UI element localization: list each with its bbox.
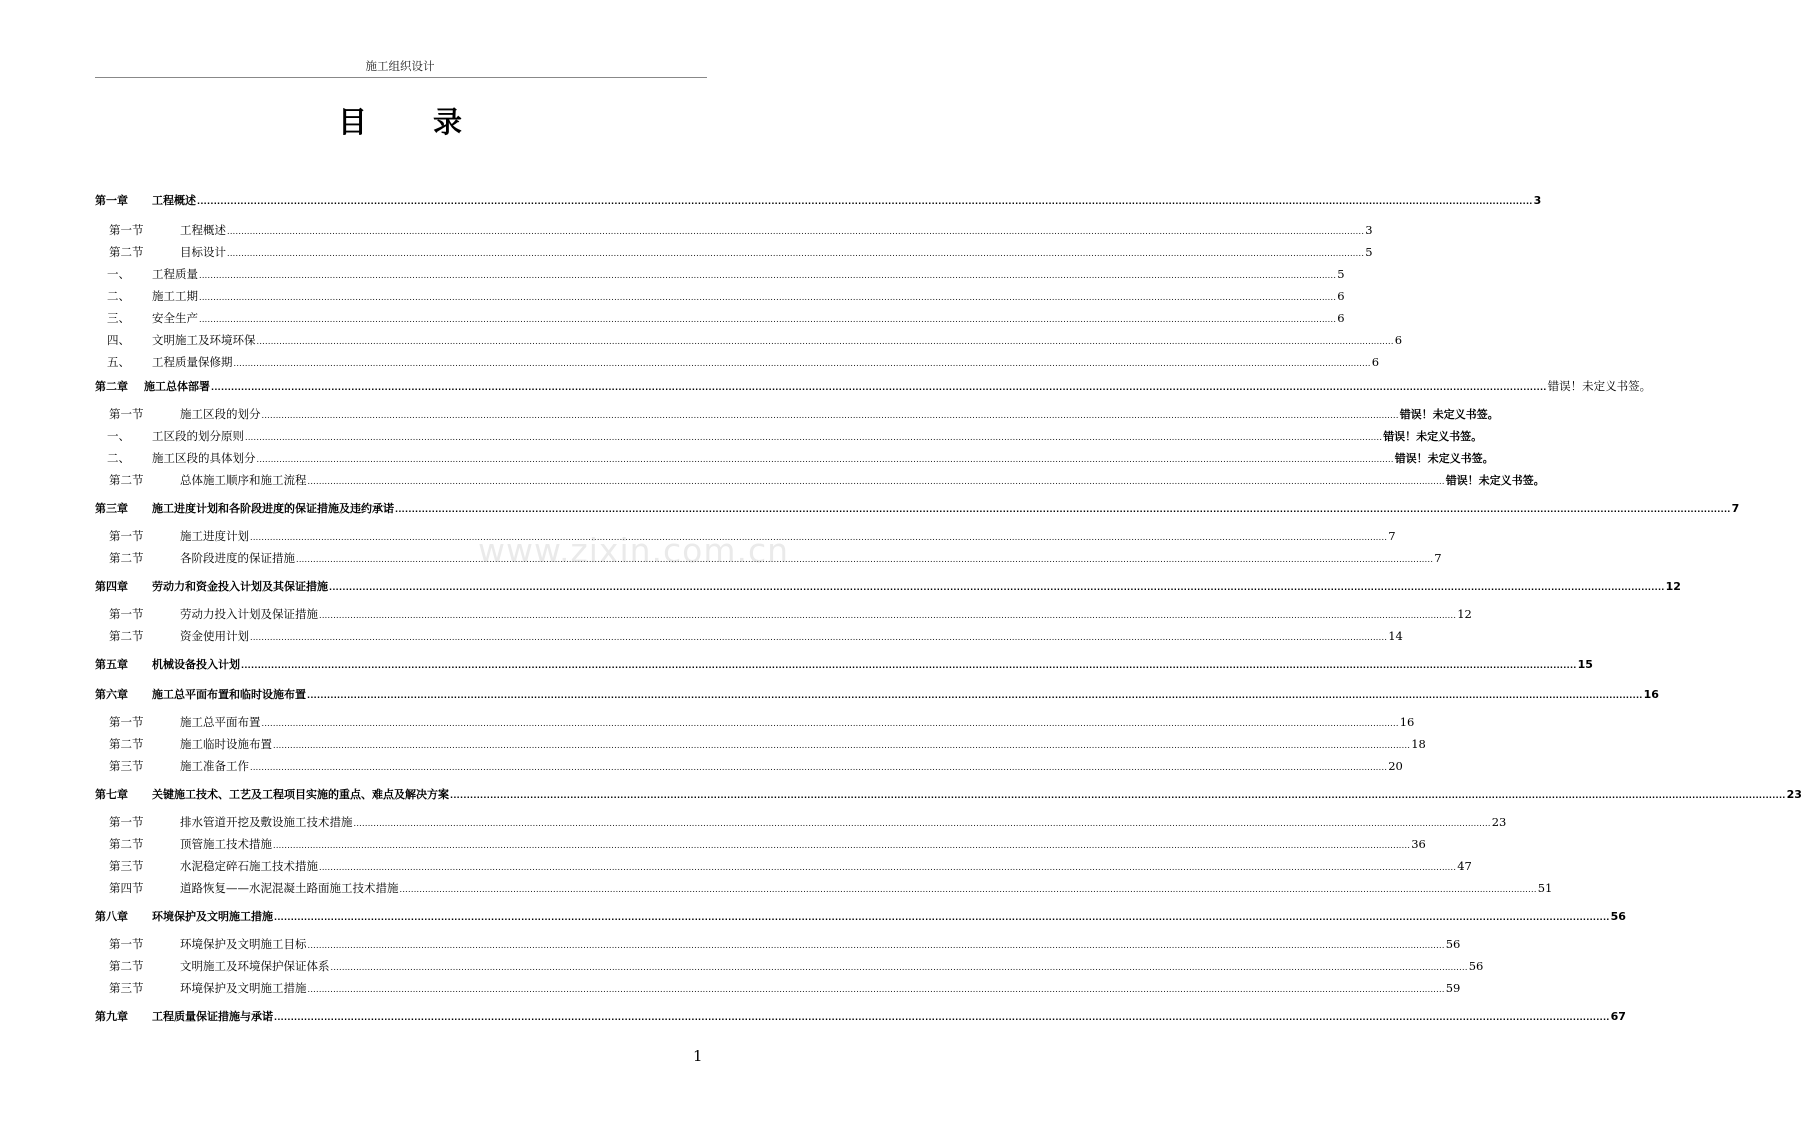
- toc-entry-page: 5: [1365, 245, 1373, 259]
- toc-entry-number: 第二节: [109, 737, 144, 751]
- toc-entry-page: 56: [1610, 910, 1626, 923]
- toc-dot-leader: ................................................................................................................................................................................................................................................................................................................................................................................................................: [227, 227, 1365, 236]
- toc-entry-chapter[interactable]: [95, 574, 1681, 594]
- toc-entry-number: 第三节: [109, 981, 144, 995]
- toc-entry-title: 施工总平面布置: [180, 715, 261, 729]
- toc-entry-number: 第二节: [109, 551, 144, 565]
- toc-entry-number: 二、: [107, 289, 130, 303]
- toc-entry-item[interactable]: [95, 262, 1345, 282]
- toc-entry-page: 错误！未定义书签。: [1445, 474, 1545, 487]
- toc-entry-number: 第九章: [95, 1010, 128, 1023]
- toc-entry-number: 第二节: [109, 245, 144, 259]
- toc-entry-page: 7: [1731, 502, 1740, 515]
- toc-entry-title: 安全生产: [152, 311, 198, 325]
- toc-entry-section[interactable]: [95, 832, 1426, 852]
- toc-entry-section[interactable]: [95, 468, 1545, 488]
- toc-dot-leader: ................................................................................................................................................................................................................................................................................................................................................................................................................: [330, 963, 1468, 972]
- toc-entry-title: 劳动力和资金投入计划及其保证措施: [152, 580, 328, 593]
- toc-entry-number: 第一节: [109, 937, 144, 951]
- toc-entry-title: 文明施工及环境保护保证体系: [180, 959, 330, 973]
- toc-entry-page: 错误！未定义书签。: [1399, 408, 1499, 421]
- toc-entry-item[interactable]: [95, 446, 1494, 466]
- toc-entry-page: 6: [1337, 289, 1345, 303]
- toc-entry-page: 51: [1537, 881, 1553, 895]
- toc-entry-title: 工程概述: [180, 223, 226, 237]
- toc-dot-leader: ................................................................................................................................................................................................................................................................................................................................................................................................................: [199, 315, 1337, 324]
- toc-entry-number: 第二章: [95, 380, 128, 393]
- toc-entry-title: 关键施工技术、工艺及工程项目实施的重点、难点及解决方案: [152, 788, 449, 801]
- toc-entry-section[interactable]: [95, 876, 1553, 896]
- toc-entry-page: 6: [1394, 333, 1403, 347]
- toc-entry-section[interactable]: [95, 602, 1472, 622]
- toc-dot-leader: ................................................................................................................................................................................................................................................................................................................................................................................................................: [395, 505, 1731, 514]
- toc-entry-number: 第二节: [109, 959, 144, 973]
- toc-entry-title: 文明施工及环境环保: [152, 333, 256, 347]
- toc-dot-leader: ................................................................................................................................................................................................................................................................................................................................................................................................................: [353, 819, 1491, 828]
- toc-entry-title: 水泥稳定碎石施工技术措施: [180, 859, 318, 873]
- toc-entry-page: 16: [1399, 715, 1415, 729]
- toc-entry-title: 总体施工顺序和施工流程: [180, 473, 307, 487]
- toc-entry-title: 道路恢复——水泥混凝土路面施工技术措施: [180, 881, 399, 895]
- toc-dot-leader: ................................................................................................................................................................................................................................................................................................................................................................................................................: [274, 913, 1610, 922]
- toc-entry-number: 第三节: [109, 759, 144, 773]
- toc-entry-number: 第二节: [109, 629, 144, 643]
- toc-dot-leader: ................................................................................................................................................................................................................................................................................................................................................................................................................: [450, 791, 1786, 800]
- toc-dot-leader: ................................................................................................................................................................................................................................................................................................................................................................................................................: [399, 885, 1537, 894]
- toc-entry-page: 12: [1665, 580, 1681, 593]
- toc-entry-page: 15: [1577, 658, 1593, 671]
- toc-entry-title: 目标设计: [180, 245, 226, 259]
- toc-entry-number: 第三节: [109, 859, 144, 873]
- toc-entry-item[interactable]: [95, 424, 1483, 444]
- toc-dot-leader: ................................................................................................................................................................................................................................................................................................................................................................................................................: [256, 337, 1394, 346]
- page-header: 施工组织设计: [365, 59, 435, 73]
- toc-entry-chapter[interactable]: [95, 1004, 1626, 1024]
- toc-entry-chapter[interactable]: [95, 782, 1802, 802]
- toc-dot-leader: ................................................................................................................................................................................................................................................................................................................................................................................................................: [250, 633, 1388, 642]
- toc-entry-section[interactable]: [95, 754, 1403, 774]
- toc-entry-number: 第一节: [109, 407, 144, 421]
- toc-entry-title: 施工总平面布置和临时设施布置: [152, 688, 306, 701]
- toc-entry-title: 环境保护及文明施工措施: [152, 910, 273, 923]
- toc-entry-item[interactable]: [95, 328, 1403, 348]
- toc-entry-title: 施工进度计划: [180, 529, 249, 543]
- toc-entry-title: 施工临时设施布置: [180, 737, 272, 751]
- toc-entry-title: 顶管施工技术措施: [180, 837, 272, 851]
- toc-entry-section[interactable]: [95, 732, 1426, 752]
- toc-entry-section[interactable]: [95, 624, 1403, 644]
- toc-entry-number: 五、: [107, 355, 130, 369]
- toc-dot-leader: ................................................................................................................................................................................................................................................................................................................................................................................................................: [233, 359, 1371, 368]
- toc-entry-page: 12: [1457, 607, 1472, 621]
- toc-entry-section[interactable]: [95, 932, 1461, 952]
- toc-dot-leader: ................................................................................................................................................................................................................................................................................................................................................................................................................: [307, 477, 1445, 486]
- toc-entry-page: 5: [1337, 267, 1345, 281]
- toc-entry-number: 一、: [107, 267, 130, 281]
- toc-entry-title: 施工区段的具体划分: [152, 451, 256, 465]
- toc-title-right: 录: [433, 105, 463, 139]
- toc-entry-item[interactable]: [95, 306, 1345, 326]
- toc-entry-section[interactable]: [95, 954, 1484, 974]
- toc-entry-page: 23: [1786, 788, 1802, 801]
- toc-entry-number: 第三章: [95, 502, 128, 515]
- toc-entry-section[interactable]: [95, 240, 1373, 260]
- toc-entry-number: 三、: [107, 311, 130, 325]
- toc-entry-page: 7: [1434, 551, 1442, 565]
- toc-dot-leader: ................................................................................................................................................................................................................................................................................................................................................................................................................: [241, 661, 1577, 670]
- toc-entry-item[interactable]: [95, 350, 1380, 370]
- toc-entry-chapter[interactable]: [95, 904, 1626, 924]
- toc-entry-page: 18: [1411, 737, 1426, 751]
- toc-entry-number: 四、: [107, 333, 130, 347]
- toc-dot-leader: ................................................................................................................................................................................................................................................................................................................................................................................................................: [250, 533, 1388, 542]
- toc-dot-leader: ................................................................................................................................................................................................................................................................................................................................................................................................................: [329, 583, 1665, 592]
- toc-entry-title: 施工准备工作: [180, 759, 249, 773]
- toc-entry-title: 工程质量: [152, 267, 198, 281]
- toc-entry-chapter[interactable]: [95, 682, 1659, 702]
- toc-entry-page: 36: [1411, 837, 1426, 851]
- toc-entry-title: 劳动力投入计划及保证措施: [180, 607, 318, 621]
- toc-dot-leader: ................................................................................................................................................................................................................................................................................................................................................................................................................: [250, 763, 1388, 772]
- toc-entry-page: 59: [1445, 981, 1461, 995]
- toc-entry-title: 排水管道开挖及敷设施工技术措施: [180, 815, 353, 829]
- toc-entry-page: 23: [1491, 815, 1507, 829]
- toc-entry-number: 第六章: [95, 688, 128, 701]
- toc-entry-page: 错误！未定义书签。: [1383, 430, 1483, 443]
- toc-entry-page: 3: [1533, 194, 1542, 207]
- toc-entry-number: 二、: [107, 451, 130, 465]
- toc-dot-leader: ................................................................................................................................................................................................................................................................................................................................................................................................................: [274, 1013, 1610, 1022]
- toc-entry-number: 第二节: [109, 473, 144, 487]
- toc-dot-leader: ................................................................................................................................................................................................................................................................................................................................................................................................................: [211, 383, 1547, 392]
- toc-entry-chapter[interactable]: [95, 496, 1740, 516]
- toc-entry-page: 47: [1457, 859, 1472, 873]
- toc-entry-page: 6: [1371, 355, 1380, 369]
- toc-entry-title: 施工进度计划和各阶段进度的保证措施及违约承诺: [152, 502, 394, 515]
- toc-dot-leader: ................................................................................................................................................................................................................................................................................................................................................................................................................: [273, 841, 1411, 850]
- toc-entry-page: 7: [1388, 529, 1396, 543]
- toc-dot-leader: ................................................................................................................................................................................................................................................................................................................................................................................................................: [296, 555, 1434, 564]
- toc-entry-page: 错误！未定义书签。: [1394, 452, 1494, 465]
- toc-entry-chapter[interactable]: [95, 374, 1652, 394]
- toc-dot-leader: ................................................................................................................................................................................................................................................................................................................................................................................................................: [319, 611, 1457, 620]
- toc-entry-section[interactable]: [95, 976, 1461, 996]
- toc-dot-leader: ................................................................................................................................................................................................................................................................................................................................................................................................................: [307, 691, 1643, 700]
- toc-entry-section[interactable]: [95, 810, 1507, 830]
- toc-dot-leader: ................................................................................................................................................................................................................................................................................................................................................................................................................: [199, 293, 1337, 302]
- toc-dot-leader: ................................................................................................................................................................................................................................................................................................................................................................................................................: [197, 197, 1533, 206]
- toc-entry-number: 第一章: [95, 194, 128, 207]
- toc-entry-number: 第四章: [95, 580, 128, 593]
- toc-dot-leader: ................................................................................................................................................................................................................................................................................................................................................................................................................: [261, 411, 1399, 420]
- toc-entry-number: 第一节: [109, 529, 144, 543]
- toc-entry-item[interactable]: [95, 284, 1345, 304]
- toc-entry-page: 14: [1388, 629, 1403, 643]
- toc-dot-leader: ................................................................................................................................................................................................................................................................................................................................................................................................................: [256, 455, 1394, 464]
- toc-entry-page: 20: [1388, 759, 1403, 773]
- toc-entry-number: 第四节: [109, 881, 144, 895]
- toc-entry-title: 环境保护及文明施工目标: [180, 937, 307, 951]
- toc-entry-page: 错误！未定义书签。: [1547, 379, 1652, 393]
- toc-entry-title: 工区段的划分原则: [152, 429, 244, 443]
- toc-entry-number: 第七章: [95, 788, 128, 801]
- toc-dot-leader: ................................................................................................................................................................................................................................................................................................................................................................................................................: [307, 941, 1445, 950]
- watermark: www.zixin.com.cn: [478, 531, 790, 570]
- toc-entry-title: 资金使用计划: [180, 629, 249, 643]
- toc-entry-number: 第五章: [95, 658, 128, 671]
- toc-entry-page: 56: [1468, 959, 1484, 973]
- toc-entry-page: 67: [1610, 1010, 1626, 1023]
- toc-entry-section[interactable]: [95, 854, 1472, 874]
- toc-dot-leader: ................................................................................................................................................................................................................................................................................................................................................................................................................: [319, 863, 1457, 872]
- toc-entry-title: 机械设备投入计划: [152, 658, 240, 671]
- toc-entry-title: 工程质量保修期: [152, 355, 233, 369]
- toc-entry-number: 第八章: [95, 910, 128, 923]
- toc-entry-section[interactable]: [95, 218, 1373, 238]
- toc-entry-chapter[interactable]: [95, 652, 1593, 672]
- toc-dot-leader: ................................................................................................................................................................................................................................................................................................................................................................................................................: [307, 985, 1445, 994]
- toc-entry-number: 第一节: [109, 223, 144, 237]
- toc-entry-number: 第二节: [109, 837, 144, 851]
- toc-entry-chapter[interactable]: [95, 188, 1542, 208]
- toc-title: [0, 100, 800, 141]
- header-divider: [95, 77, 707, 78]
- toc-entry-section[interactable]: [95, 710, 1415, 730]
- toc-entry-page: 3: [1365, 223, 1373, 237]
- toc-entry-page: 16: [1643, 688, 1659, 701]
- toc-entry-section[interactable]: [95, 402, 1499, 422]
- toc-entry-title: 施工区段的划分: [180, 407, 261, 421]
- toc-entry-title: 环境保护及文明施工措施: [180, 981, 307, 995]
- toc-entry-number: 第一节: [109, 815, 144, 829]
- toc-dot-leader: ................................................................................................................................................................................................................................................................................................................................................................................................................: [227, 249, 1365, 258]
- toc-entry-title: 工程质量保证措施与承诺: [152, 1010, 273, 1023]
- toc-dot-leader: ................................................................................................................................................................................................................................................................................................................................................................................................................: [199, 271, 1337, 280]
- toc-entry-page: 6: [1337, 311, 1345, 325]
- toc-title-left: 目: [337, 105, 367, 139]
- toc-entry-page: 56: [1445, 937, 1461, 951]
- toc-entry-title: 施工总体部署: [144, 380, 210, 393]
- toc-entry-title: 工程概述: [152, 194, 196, 207]
- toc-dot-leader: ................................................................................................................................................................................................................................................................................................................................................................................................................: [273, 741, 1411, 750]
- toc-entry-title: 各阶段进度的保证措施: [180, 551, 295, 565]
- page-number: 1: [693, 1047, 703, 1065]
- toc-dot-leader: ................................................................................................................................................................................................................................................................................................................................................................................................................: [261, 719, 1399, 728]
- toc-entry-number: 一、: [107, 429, 130, 443]
- toc-entry-number: 第一节: [109, 607, 144, 621]
- toc-dot-leader: ................................................................................................................................................................................................................................................................................................................................................................................................................: [245, 433, 1383, 442]
- toc-entry-title: 施工工期: [152, 289, 198, 303]
- toc-entry-number: 第一节: [109, 715, 144, 729]
